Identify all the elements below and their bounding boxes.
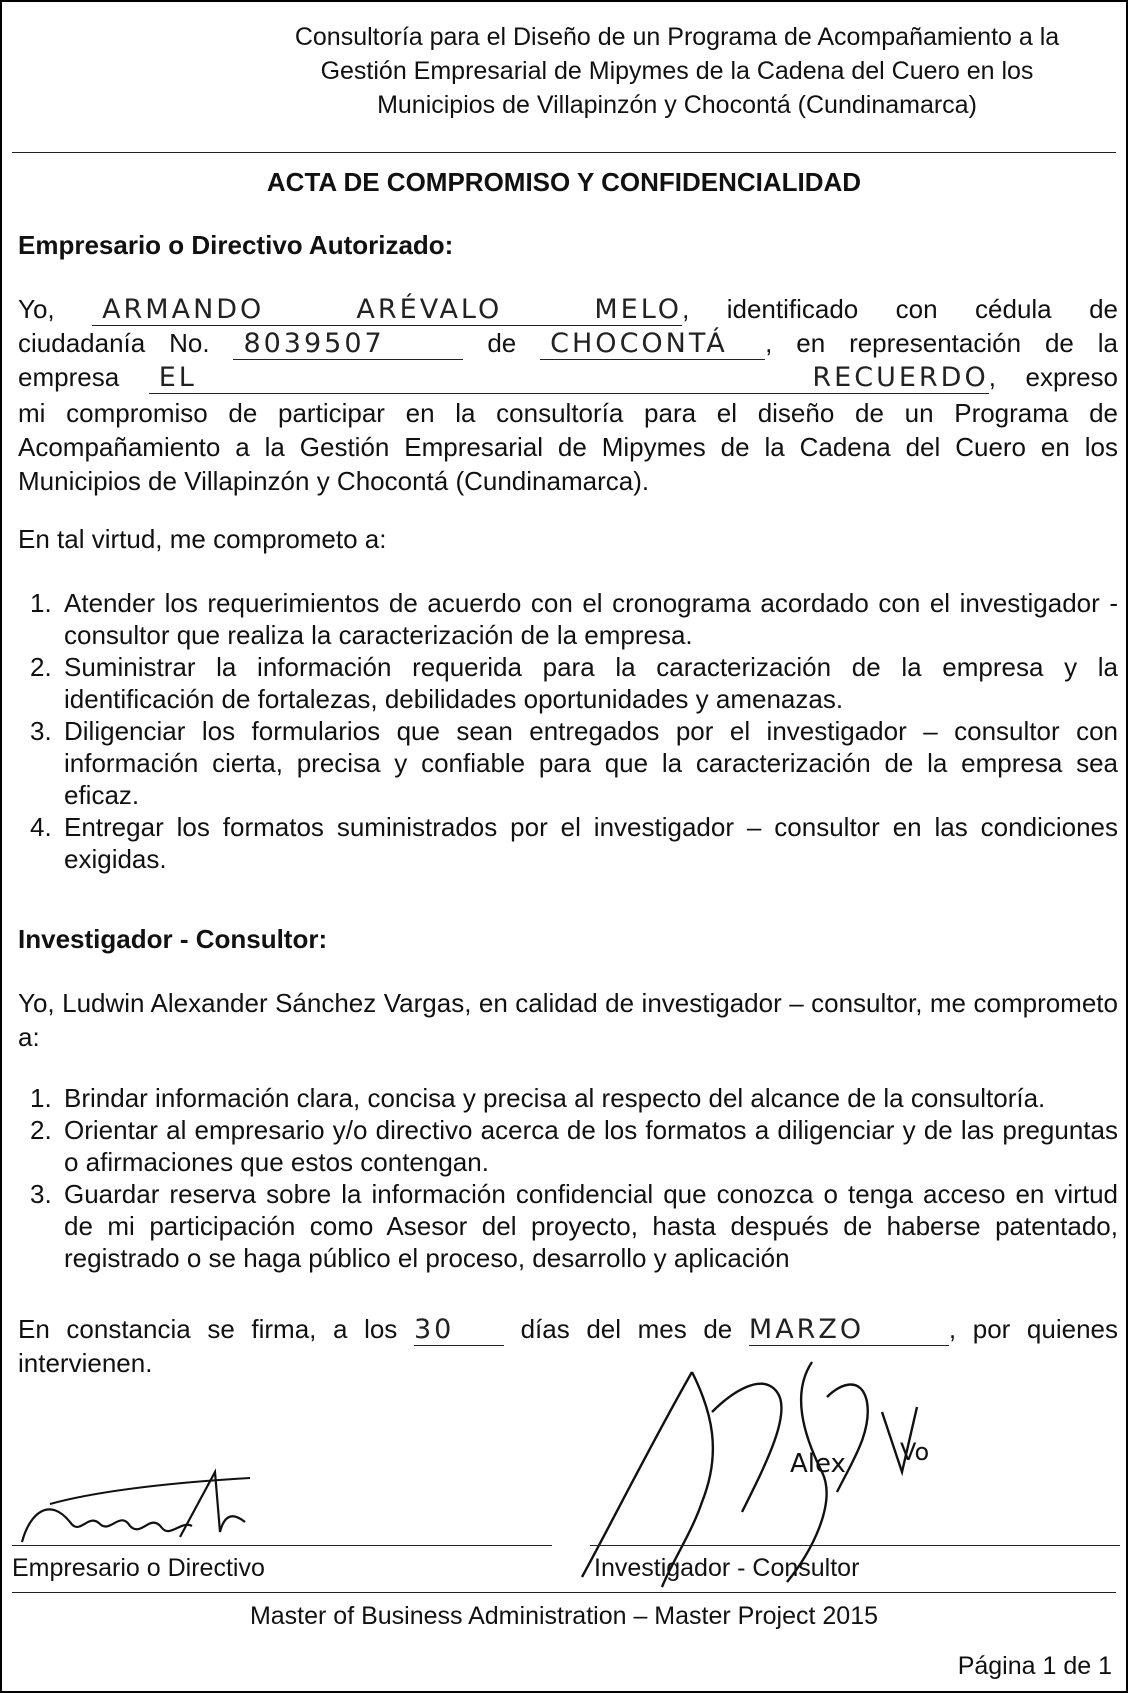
empresario-line-1 [18,292,1118,326]
consultor-heading: Investigador - Consultor: [18,924,328,954]
virtud-text: En tal virtud, me comprometo a: [18,524,387,554]
list-item: 1. Brindar información clara, concisa y precisa al respecto del alcance de la consultoría. [30,1083,1046,1113]
empresario-paragraph: mi compromiso de participar en la consultoría para el diseño de un Programa de Acompañamiento a la Gestión Empresarial de Mipymes de la Cadena del Cuero en los Municipios de Villapinzón y Chocontá (Cundinamarca). [18,398,1118,496]
repr-label: , en representación de la [765,328,1118,358]
empresario-heading: Empresario o Directivo Autorizado: [18,230,454,260]
list-item: 1. Atender los requerimientos de acuerdo con el cronograma acordado con el investigador - consultor que realiza la caracterización de la empresa. [30,588,1118,650]
document-title: ACTA DE COMPROMISO Y CONFIDENCIALIDAD [266,167,862,197]
handwritten-month: MARZO [749,1315,949,1346]
document-header [242,20,1112,122]
empresario-signature-line [12,1545,552,1546]
empresario-line-2 [18,326,1118,360]
list-item: 4. Entregar los formatos suministrados por el investigador – consultor en las condiciones exigidas. [30,812,1118,874]
consultor-signature-line [590,1545,1120,1546]
constancia-line-2: intervienen. [18,1348,153,1378]
constancia-mid: días del mes de [520,1314,733,1344]
consultor-signature-text-2: Vo [900,1438,930,1466]
consultor-signature-label: Investigador - Consultor [594,1554,860,1582]
handwritten-company: EL RECUERDO [149,363,989,394]
empresario-signature [10,1442,260,1552]
empresario-line-3 [18,360,1118,394]
header-line-1: Consultoría para el Diseño de un Programa de Acompañamiento a la [294,23,1060,51]
header-line-2: Gestión Empresarial de Mipymes de la Cadena del Cuero en los [320,57,1034,85]
handwritten-day: 30 [414,1315,504,1346]
consultor-intro: Yo, Ludwin Alexander Sánchez Vargas, en calidad de investigador – consultor, me comprometo a: [18,988,1118,1052]
handwritten-city: CHOCONTÁ [540,329,765,360]
empresario-signature-label: Empresario o Directivo [12,1554,265,1582]
handwritten-cedula: 8039507 [233,329,463,360]
list-item: 3. Diligenciar los formularios que sean entregados por el investigador – consultor con información cierta, precisa y confiable para que la caracterización de la empresa sea eficaz. [30,716,1118,810]
list-item: 2. Orientar al empresario y/o directivo acerca de los formatos a diligenciar y de las preguntas o afirmaciones que estos contengan. [30,1115,1118,1177]
ciudadania-label: ciudadanía No. [18,328,210,358]
list-item: 3. Guardar reserva sobre la información confidencial que conozca o tenga acceso en virtud de mi participación como Asesor del proyecto, hasta después de haberse patentado, registrado o se haga público el proceso, desarrollo y aplicación [30,1179,1118,1273]
constancia-post: , por quienes [948,1314,1119,1344]
constancia-line-1 [18,1312,1118,1346]
consultor-signature-text: Alex [790,1449,846,1479]
header-divider [12,152,1116,153]
footer-divider [12,1592,1116,1593]
expreso-label: , expreso [988,362,1118,392]
empresario-commitments [18,587,1118,875]
de-label: de [487,328,517,358]
document-footer: Master of Business Administration – Master Project 2015 [249,1602,879,1630]
page-number: Página 1 de 1 [957,1652,1112,1680]
constancia-pre: En constancia se firma, a los [18,1314,398,1344]
handwritten-name: ARMANDO ARÉVALO MELO [92,295,682,326]
empresa-label: empresa [18,362,120,392]
ident-label: , identificado con cédula de [682,294,1118,324]
yo-label: Yo, [18,294,55,324]
header-line-3: Municipios de Villapinzón y Chocontá (Cundinamarca) [377,91,977,119]
list-item: 2. Suministrar la información requerida para la caracterización de la empresa y la identificación de fortalezas, debilidades oportunidades y amenazas. [30,652,1118,714]
consultor-commitments [18,1082,1118,1274]
